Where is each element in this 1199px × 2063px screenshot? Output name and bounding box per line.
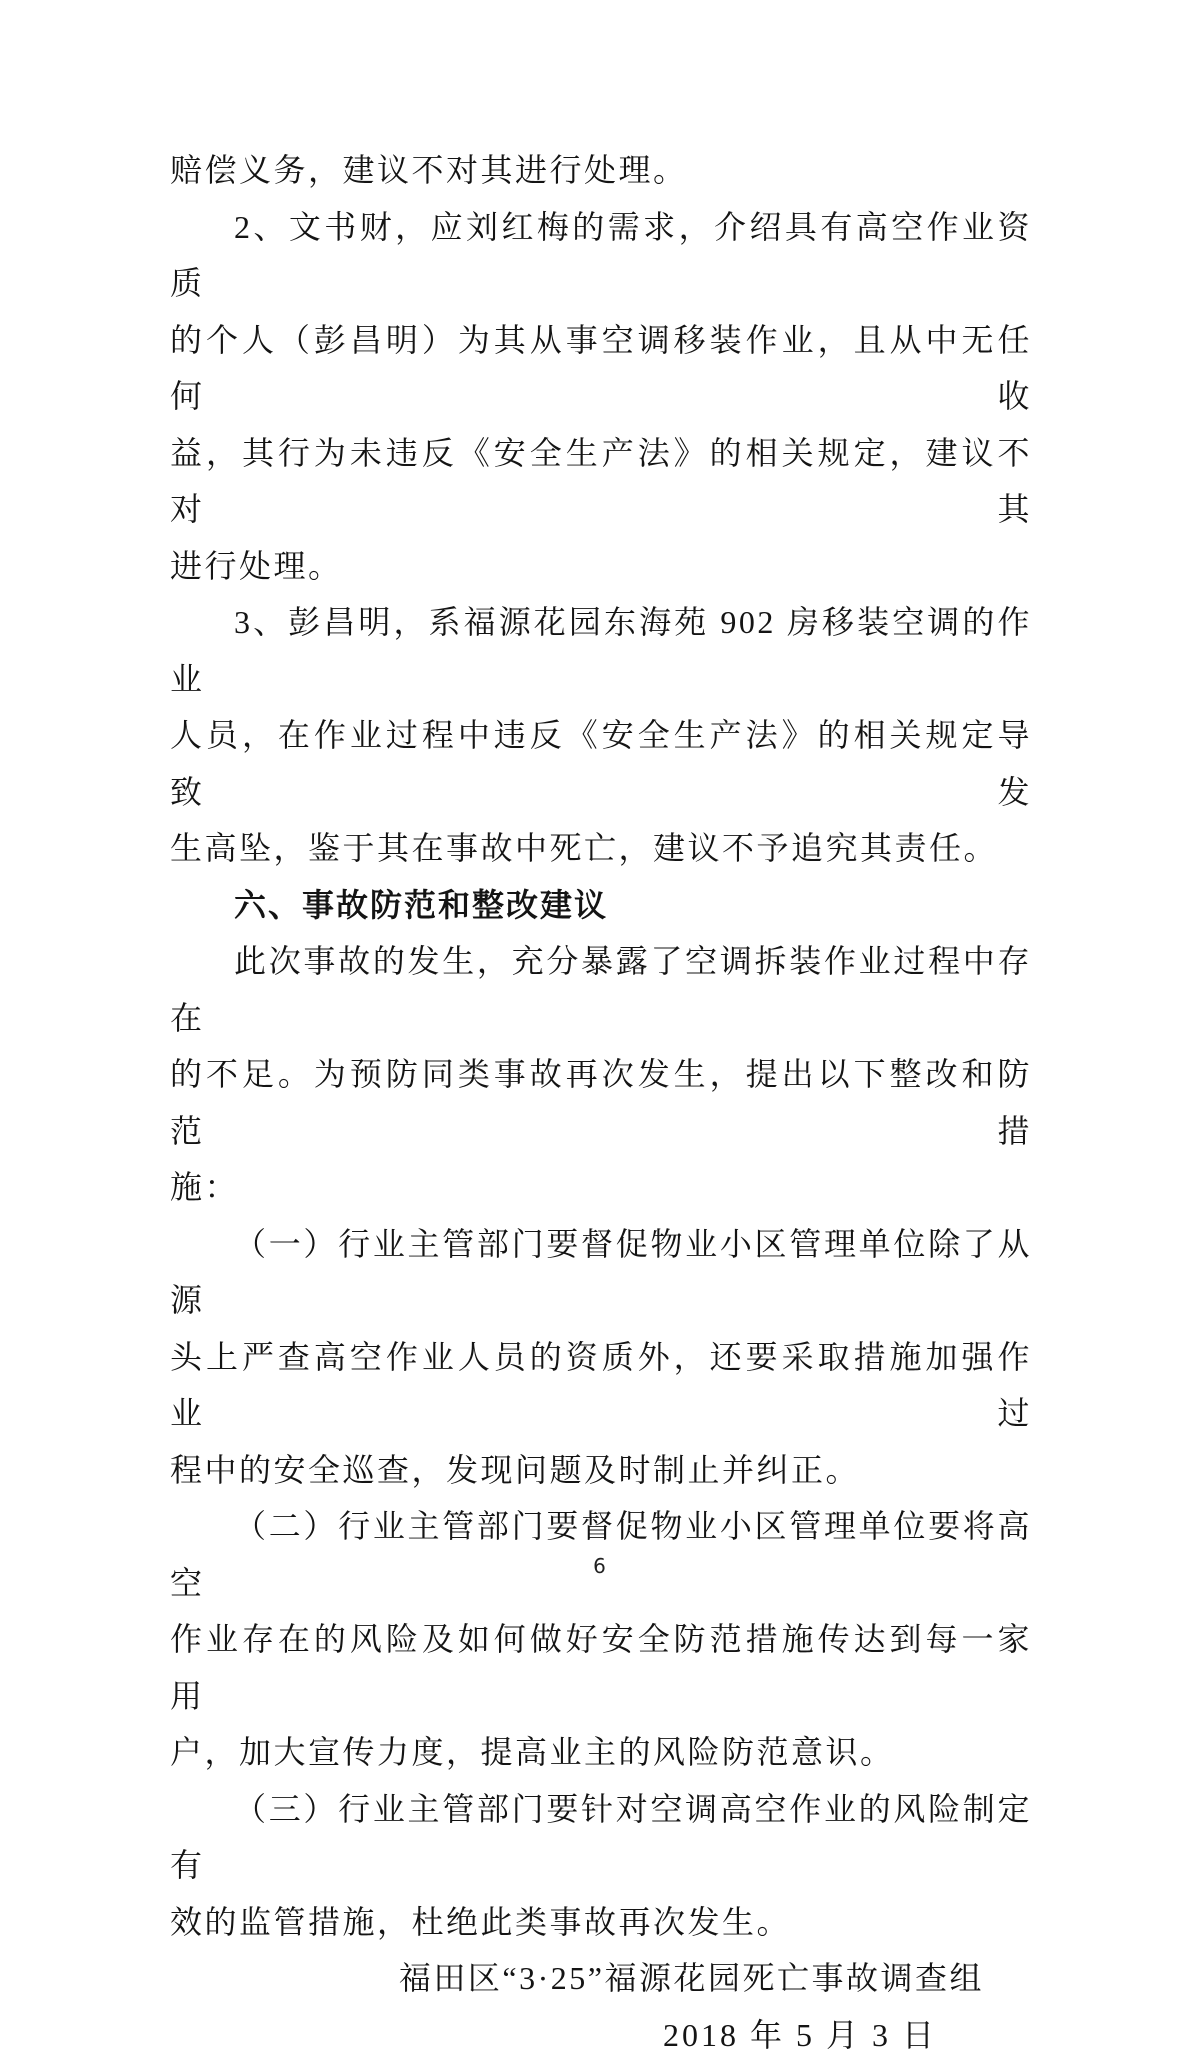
- date-line: 2018 年 5 月 3 日: [170, 2007, 1032, 2063]
- text-line: 六、事故防范和整改建议: [170, 877, 1032, 934]
- text-line: （二）行业主管部门要督促物业小区管理单位要将高空: [170, 1498, 1032, 1611]
- text-line: 头上严查高空作业人员的资质外，还要采取措施加强作业过: [170, 1329, 1032, 1442]
- signature-line: 福田区“3·25”福源花园死亡事故调查组: [170, 1950, 1032, 2007]
- text-line: 的个人（彭昌明）为其从事空调移装作业，且从中无任何收: [170, 312, 1032, 425]
- paragraph: [170, 1498, 1032, 1781]
- page-content: [170, 142, 1032, 2063]
- paragraph: [170, 933, 1032, 1216]
- text-line: 程中的安全巡查，发现问题及时制止并纠正。: [170, 1442, 1032, 1499]
- paragraph: [170, 142, 1032, 199]
- text-line: 户，加大宣传力度，提高业主的风险防范意识。: [170, 1724, 1032, 1781]
- text-line: 人员，在作业过程中违反《安全生产法》的相关规定导致发: [170, 707, 1032, 820]
- text-line: 的不足。为预防同类事故再次发生，提出以下整改和防范措: [170, 1046, 1032, 1159]
- text-line: （一）行业主管部门要督促物业小区管理单位除了从源: [170, 1216, 1032, 1329]
- paragraph: [170, 1216, 1032, 1499]
- paragraph: [170, 199, 1032, 595]
- text-line: 效的监管措施，杜绝此类事故再次发生。: [170, 1894, 1032, 1951]
- text-line: 益，其行为未违反《安全生产法》的相关规定，建议不对其: [170, 425, 1032, 538]
- text-line: 2、文书财，应刘红梅的需求，介绍具有高空作业资质: [170, 199, 1032, 312]
- text-line: 进行处理。: [170, 538, 1032, 595]
- text-line: 施：: [170, 1159, 1032, 1216]
- text-line: （三）行业主管部门要针对空调高空作业的风险制定有: [170, 1781, 1032, 1894]
- page-number: 6: [0, 1554, 1199, 1578]
- text-line: 作业存在的风险及如何做好安全防范措施传达到每一家用: [170, 1611, 1032, 1724]
- document-body: [170, 142, 1032, 1950]
- text-line: 3、彭昌明，系福源花园东海苑 902 房移装空调的作业: [170, 594, 1032, 707]
- text-line: 此次事故的发生，充分暴露了空调拆装作业过程中存在: [170, 933, 1032, 1046]
- text-line: 赔偿义务，建议不对其进行处理。: [170, 142, 1032, 199]
- section-heading: [170, 877, 1032, 934]
- paragraph: [170, 1781, 1032, 1951]
- paragraph: [170, 594, 1032, 877]
- text-line: 生高坠，鉴于其在事故中死亡，建议不予追究其责任。: [170, 820, 1032, 877]
